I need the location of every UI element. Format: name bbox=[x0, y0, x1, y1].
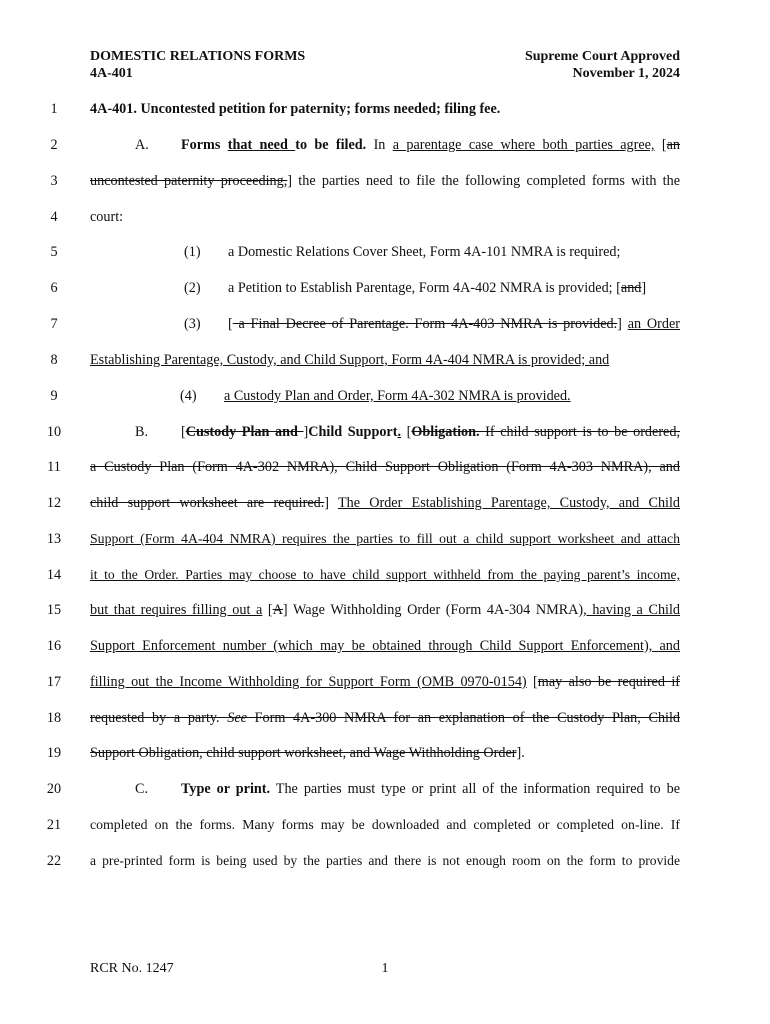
section-label: A. bbox=[135, 137, 149, 153]
deleted-text: See bbox=[227, 710, 247, 726]
line-number: 17 bbox=[46, 674, 62, 690]
bold-text: Type or print. bbox=[181, 781, 271, 797]
inserted-text: The Order Establishing Parentage, Custody, and Child bbox=[337, 495, 681, 511]
section-label: C. bbox=[135, 781, 149, 797]
text-line bbox=[0, 349, 770, 371]
deleted-text: requested by a party. bbox=[90, 710, 228, 726]
list-item bbox=[184, 313, 680, 335]
list-item bbox=[184, 241, 680, 263]
plain-text: ] Wage Withholding Order (Form 4A-304 NMRA) bbox=[282, 602, 584, 618]
inserted-line: it to the Order. Parties may choose to have child support withheld from the paying parent’s income, bbox=[90, 567, 680, 582]
paragraph-line bbox=[135, 134, 680, 156]
plain-text: [ bbox=[526, 674, 538, 690]
paragraph-line: court: bbox=[90, 209, 124, 225]
deleted-text: Custody Plan and bbox=[185, 424, 304, 440]
text-line bbox=[0, 742, 770, 764]
line-number: 9 bbox=[50, 388, 58, 404]
inserted-line: Support Enforcement number (which may be obtained through Child Support Enforcement), and bbox=[90, 638, 680, 654]
line-number: 15 bbox=[46, 602, 62, 618]
deleted-text: child support worksheet are required. bbox=[90, 495, 325, 511]
line-number: 14 bbox=[46, 567, 62, 583]
text-line bbox=[0, 241, 770, 263]
plain-text: [ bbox=[401, 424, 412, 440]
bold-text: Forms bbox=[181, 137, 228, 153]
plain-text: a Domestic Relations Cover Sheet, Form 4A-101 NMRA is required; bbox=[228, 244, 621, 260]
deleted-text: may also be required if bbox=[537, 674, 681, 690]
deleted-text: an bbox=[666, 137, 680, 153]
header-form-number: 4A-401 bbox=[90, 66, 133, 81]
text-line bbox=[0, 850, 770, 872]
line-number: 16 bbox=[46, 638, 62, 654]
deleted-line: a Custody Plan (Form 4A-302 NMRA), Child Support Obligation (Form 4A-303 NMRA), and bbox=[90, 459, 680, 475]
inserted-text: a parentage case where both parties agree, bbox=[392, 137, 655, 153]
text-line bbox=[0, 635, 770, 657]
section-label: B. bbox=[135, 424, 149, 440]
line-number: 22 bbox=[46, 853, 62, 869]
text-line bbox=[0, 277, 770, 299]
line-number: 2 bbox=[50, 137, 58, 153]
inserted-text: an Order bbox=[627, 316, 680, 332]
deleted-text: Form 4A-300 NMRA for an explanation of the Custody Plan, Child bbox=[246, 710, 681, 726]
paragraph-line: a pre-printed form is being used by the parties and there is not enough room on the form to provide bbox=[90, 853, 680, 868]
text-line bbox=[0, 564, 770, 586]
deleted-text: If child support is to be ordered, bbox=[479, 424, 680, 440]
line-number: 13 bbox=[46, 531, 62, 547]
item-number: (4) bbox=[180, 388, 197, 404]
inserted-text: . bbox=[397, 424, 401, 440]
inserted-text: but that requires filling out a bbox=[90, 602, 263, 618]
plain-text: [ bbox=[181, 424, 186, 440]
line-number: 10 bbox=[46, 424, 62, 440]
deleted-text: Obligation. bbox=[411, 424, 480, 440]
line-number: 1 bbox=[50, 101, 58, 117]
inserted-text: that need bbox=[227, 137, 296, 153]
plain-text: ] bbox=[617, 316, 628, 332]
plain-text: ] bbox=[324, 495, 338, 511]
plain-text: a Petition to Establish Parentage, Form 4A-402 NMRA is provided; [ bbox=[228, 280, 621, 296]
line-number: 4 bbox=[50, 209, 58, 225]
bold-text: to be filed. bbox=[295, 137, 367, 153]
inserted-text: a Custody Plan and Order, Form 4A-302 NMRA is provided. bbox=[224, 388, 571, 404]
line-number: 5 bbox=[50, 244, 58, 260]
inserted-line: Establishing Parentage, Custody, and Child Support, Form 4A-404 NMRA is provided; and bbox=[90, 352, 610, 368]
paragraph-line bbox=[90, 492, 680, 514]
paragraph-line bbox=[90, 671, 680, 693]
list-item bbox=[180, 385, 676, 407]
deleted-text: uncontested paternity proceeding, bbox=[90, 173, 288, 189]
text-line bbox=[0, 528, 770, 550]
plain-text: [ bbox=[228, 316, 233, 332]
inserted-text: filling out the Income Withholding for Support Form (OMB 0970-0154) bbox=[90, 674, 527, 690]
inserted-line: Support (Form 4A-404 NMRA) requires the parties to fill out a child support worksheet and attach bbox=[90, 531, 680, 546]
line-number: 7 bbox=[50, 316, 58, 332]
deleted-line bbox=[90, 707, 680, 729]
plain-text: [ bbox=[262, 602, 273, 618]
text-line bbox=[0, 492, 770, 514]
text-line bbox=[0, 814, 770, 836]
text-line bbox=[0, 206, 770, 228]
text-line bbox=[0, 170, 770, 192]
line-number: 19 bbox=[46, 745, 62, 761]
paragraph-line: completed on the forms. Many forms may be downloaded and completed or completed on-line. If bbox=[90, 817, 680, 832]
text-line bbox=[0, 98, 770, 120]
line-number: 18 bbox=[46, 710, 62, 726]
plain-text: In bbox=[366, 137, 393, 153]
line-number: 20 bbox=[46, 781, 62, 797]
deleted-text: Support Obligation, child support worksheet, and Wage Withholding Order bbox=[90, 745, 517, 761]
plain-text: ] bbox=[641, 280, 647, 296]
text-line bbox=[0, 421, 770, 443]
bold-text: Child Support bbox=[308, 424, 398, 440]
text-line bbox=[0, 313, 770, 335]
header-date: November 1, 2024 bbox=[572, 66, 680, 81]
line-number: 8 bbox=[50, 352, 58, 368]
line-number: 12 bbox=[46, 495, 62, 511]
paragraph-line bbox=[90, 170, 680, 192]
text-line bbox=[0, 707, 770, 729]
paragraph-line bbox=[90, 599, 680, 621]
line-number: 3 bbox=[50, 173, 58, 189]
line-number: 11 bbox=[47, 459, 61, 475]
page-number: 1 bbox=[381, 961, 389, 976]
item-number: (3) bbox=[184, 316, 201, 332]
header-approval: Supreme Court Approved bbox=[524, 49, 680, 64]
rule-title: 4A-401. Uncontested petition for paternity; forms needed; filing fee. bbox=[90, 101, 501, 117]
plain-text: [ bbox=[654, 137, 667, 153]
footer-rcr: RCR No. 1247 bbox=[90, 961, 174, 976]
text-line bbox=[0, 134, 770, 156]
inserted-text: , having a Child bbox=[583, 602, 681, 618]
text-line bbox=[0, 599, 770, 621]
line-number: 6 bbox=[50, 280, 58, 296]
header-left bbox=[90, 48, 305, 82]
paragraph-line bbox=[90, 742, 680, 764]
list-item bbox=[184, 277, 680, 299]
plain-text: ] bbox=[303, 424, 309, 440]
item-number: (2) bbox=[184, 280, 201, 296]
plain-text: ] the parties need to file the following completed forms with the bbox=[287, 173, 680, 189]
header-title: DOMESTIC RELATIONS FORMS bbox=[90, 49, 306, 64]
plain-text: The parties must type or print all of the information required to be bbox=[270, 781, 680, 797]
deleted-text: a Final Decree of Parentage. Form 4A-403 NMRA is provided. bbox=[232, 316, 618, 332]
header-right bbox=[525, 48, 680, 82]
item-number: (1) bbox=[184, 244, 201, 260]
deleted-text: and bbox=[620, 280, 642, 296]
text-line bbox=[0, 385, 770, 407]
paragraph-line bbox=[135, 421, 680, 443]
paragraph-line bbox=[135, 778, 680, 800]
plain-text: ]. bbox=[516, 745, 525, 761]
deleted-text: A bbox=[272, 602, 283, 618]
line-number: 21 bbox=[46, 817, 62, 833]
text-line bbox=[0, 456, 770, 478]
text-line bbox=[0, 778, 770, 800]
text-line bbox=[0, 671, 770, 693]
